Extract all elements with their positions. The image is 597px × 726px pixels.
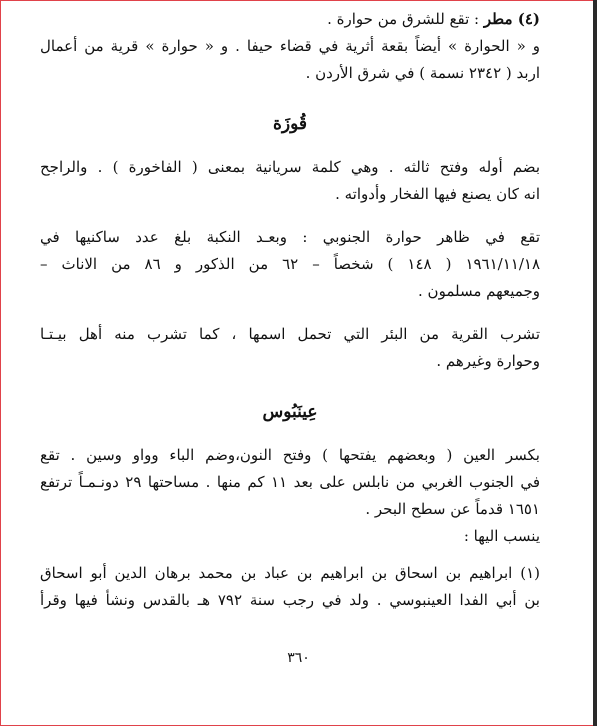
heading-qawza: قُوزَة [272,114,308,134]
text-line: بكسر العين ( وبعضهم يفتحها ) وفتح النون،وضم الباء وواو وسين . تقع [40,446,540,464]
paragraph-aynabus-location [40,442,540,523]
text-line: و « الحوارة » أيضاً بقعة أثرية في قضاء حيفا . و « حوارة » قرية من أعمال [40,37,540,55]
text-line: (١) ابراهيم بن اسحاق بن ابراهيم بن عباد بن محمد برهان الدين أبو اسحاق [40,564,540,582]
spacer [40,426,540,442]
scan-edge [593,0,597,726]
text-line [40,6,540,33]
spacer [40,138,540,154]
text-line: تشرب القرية من البئر التي تحمل اسمها ، كما تشرب منه أهل بيـتـا [40,325,540,343]
paragraph-aynabus-attribution [40,523,540,550]
paragraph-aynabus-person [40,560,540,614]
heading-aynabus: عِينَبُوس [262,402,318,422]
paragraph-qawza-water [40,321,540,375]
spacer [40,305,540,321]
text-line: ١٦٥١ قدماً عن سطح البحر . [365,500,540,518]
spacer [40,550,540,560]
text-line: تقع في ظاهر حوارة الجنوبي : وبعـد النكبة بلغ عدد ساكنيها في [40,228,540,246]
entry-text: : تقع للشرق من حوارة . [327,10,484,28]
text-line: انه كان يصنع فيها الفخار وأدواته . [335,185,540,203]
page-number: ٣٦٠ [287,650,310,666]
text-line: وحوارة وغيرهم . [436,352,540,370]
entry-number-label: (٤) مطر [483,10,540,28]
text-line: ينسب اليها : [463,527,540,545]
text-line: اربد ( ٢٣٤٢ نسمة ) في شرق الأردن . [305,64,540,82]
spacer [40,208,540,224]
spacer [40,87,540,111]
paragraph-qawza-etymology [40,154,540,208]
paragraph-qawza-population [40,224,540,305]
text-line: بن أبي الفدا العينبوسي . ولد في رجب سنة ٧٩٢ هـ بالقدس ونشأ فيها وقرأ [40,591,540,609]
spacer [40,375,540,399]
paragraph-matar [40,6,540,87]
page-body [40,6,540,614]
text-line: في الجنوب الغربي من نابلس على بعد ١١ كم منها . مساحتها ٢٩ دونـمـاً ترتفع [40,473,540,491]
text-line: وجميعهم مسلمون . [418,282,540,300]
text-line: بضم أوله وفتح ثالثه . وهي كلمة سريانية بمعنى ( الفاخورة ) . والراجح [40,158,540,176]
text-line: ١٩٦١/١١/١٨ ( ١٤٨ ) شخصاً – ٦٢ من الذكور و ٨٦ من الاناث – [40,255,540,273]
